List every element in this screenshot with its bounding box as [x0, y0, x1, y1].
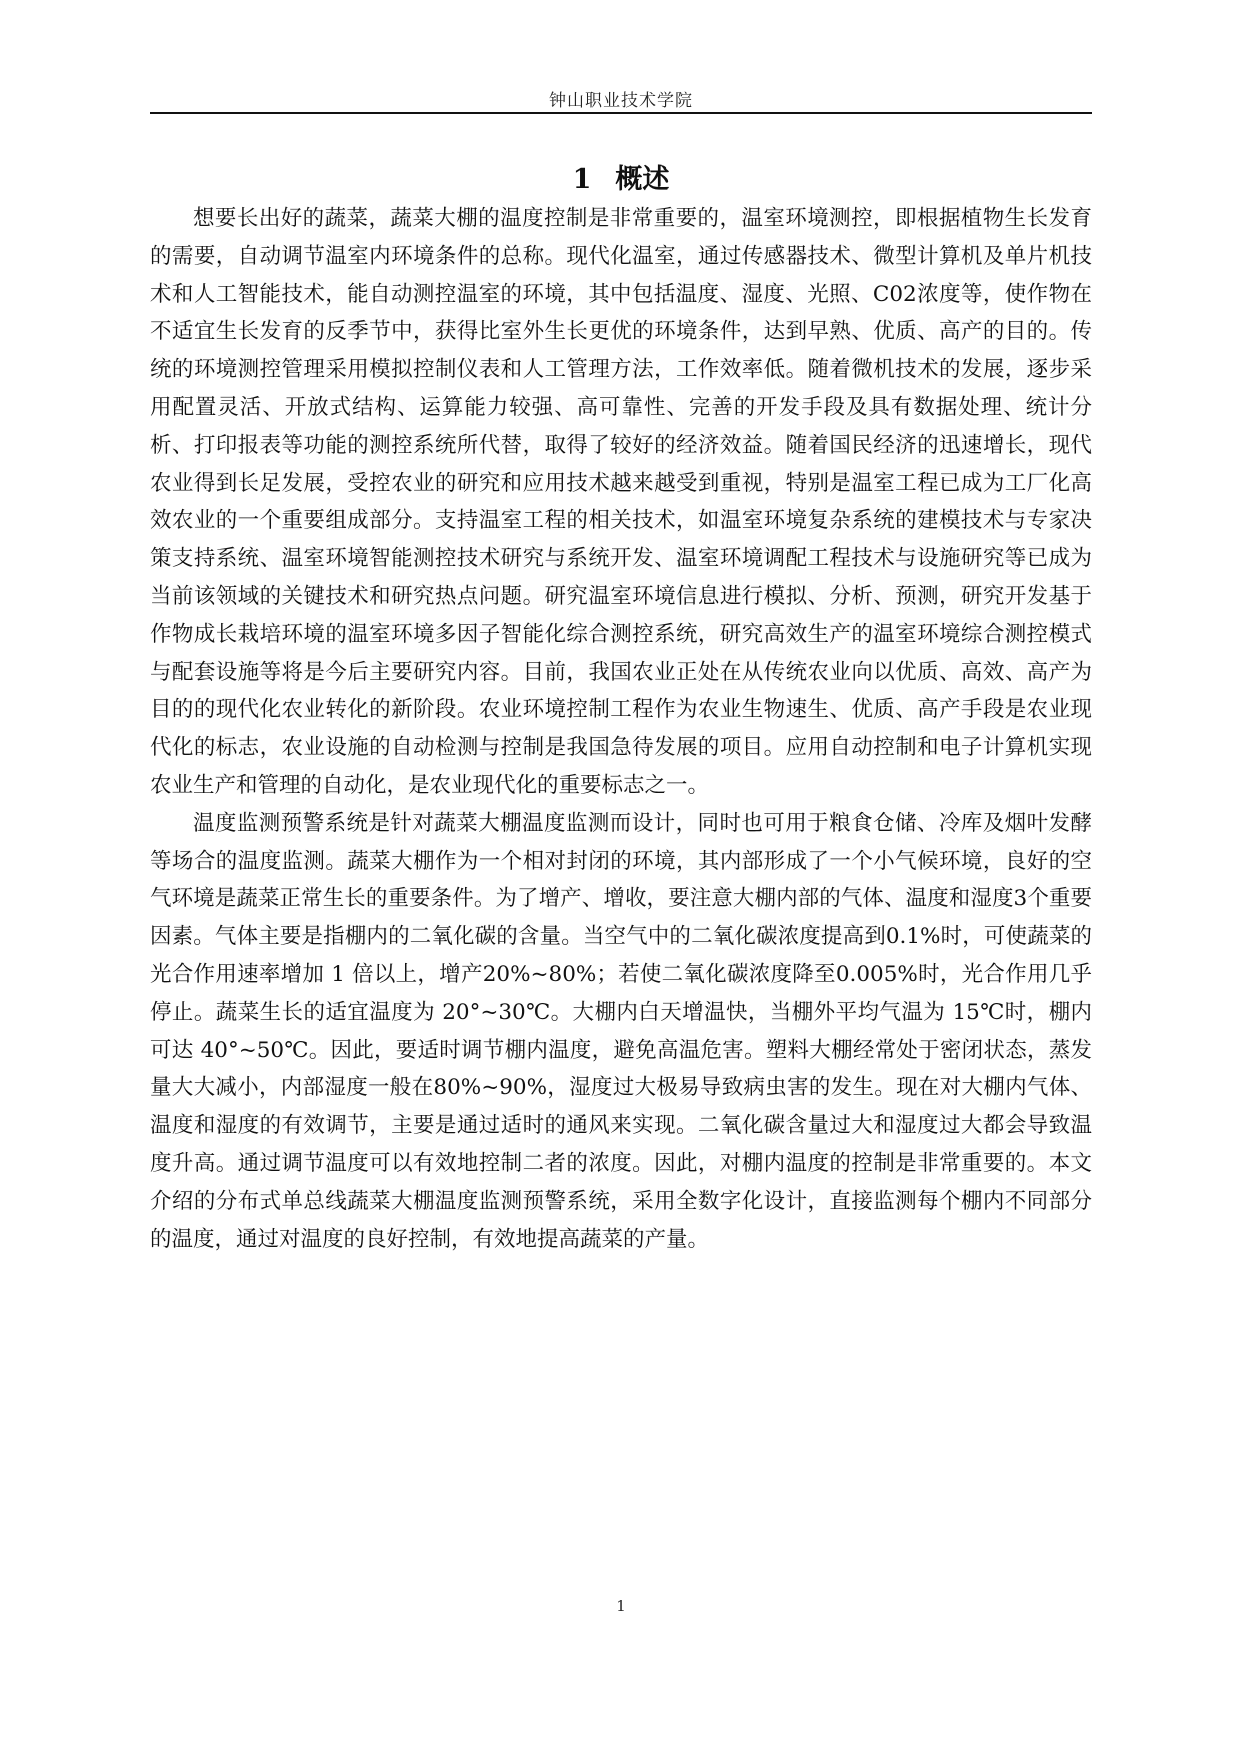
page-number: 1: [616, 1597, 626, 1615]
header-divider: [150, 112, 1092, 114]
section-number: 1: [572, 164, 592, 195]
paragraph-overview: 想要长出好的蔬菜，蔬菜大棚的温度控制是非常重要的，温室环境测控，即根据植物生长发育的需要，自动调节温室内环境条件的总称。现代化温室，通过传感器技术、微型计算机及单片机技术和人工智能技术，能自动测控温室的环境，其中包括温度、湿度、光照、C02浓度等，使作物在不适宜生长发育的反季节中，获得比室外生长更优的环境条件，达到早熟、优质、高产的目的。传统的环境测控管理采用模拟控制仪表和人工管理方法，工作效率低。随着微机技术的发展，逐步采用配置灵活、开放式结构、运算能力较强、高可靠性、完善的开发手段及具有数据处理、统计分析、打印报表等功能的测控系统所代替，取得了较好的经济效益。随着国民经济的迅速增长，现代农业得到长足发展，受控农业的研究和应用技术越来越受到重视，特别是温室工程已成为工厂化高效农业的一个重要组成部分。支持温室工程的相关技术，如温室环境复杂系统的建模技术与专家决策支持系统、温室环境智能测控技术研究与系统开发、温室环境调配工程技术与设施研究等已成为当前该领域的关键技术和研究热点问题。研究温室环境信息进行模拟、分析、预测，研究开发基于作物成长栽培环境的温室环境多因子智能化综合测控系统，研究高效生产的温室环境综合测控模式与配套设施等将是今后主要研究内容。目前，我国农业正处在从传统农业向以优质、高效、高产为目的的现代化农业转化的新阶段。农业环境控制工程作为农业生物速生、优质、高产手段是农业现代化的标志，农业设施的自动检测与控制是我国急待发展的项目。应用自动控制和电子计算机实现农业生产和管理的自动化，是农业现代化的重要标志之一。: [150, 206, 1092, 798]
page-header: 钟山职业技术学院: [549, 91, 693, 111]
body-text: [150, 200, 1092, 1258]
paragraph-system-intro: 温度监测预警系统是针对蔬菜大棚温度监测而设计，同时也可用于粮食仓储、冷库及烟叶发酵等场合的温度监测。蔬菜大棚作为一个相对封闭的环境，其内部形成了一个小气候环境，良好的空气环境是蔬菜正常生长的重要条件。为了增产、增收，要注意大棚内部的气体、温度和湿度3个重要因素。气体主要是指棚内的二氧化碳的含量。当空气中的二氧化碳浓度提高到0.1%时，可使蔬菜的光合作用速率增加 1 倍以上，增产20%~80%；若使二氧化碳浓度降至0.005%时，光合作用几乎停止。蔬菜生长的适宜温度为 20°~30℃。大棚内白天增温快，当棚外平均气温为 15℃时，棚内可达 40°~50℃。因此，要适时调节棚内温度，避免高温危害。塑料大棚经常处于密闭状态，蒸发量大大减小，内部湿度一般在80%~90%，湿度过大极易导致病虫害的发生。现在对大棚内气体、温度和湿度的有效调节，主要是通过适时的通风来实现。二氧化碳含量过大和湿度过大都会导致温度升高。通过调节温度可以有效地控制二者的浓度。因此，对棚内温度的控制是非常重要的。本文介绍的分布式单总线蔬菜大棚温度监测预警系统，采用全数字化设计，直接监测每个棚内不同部分的温度，通过对温度的良好控制，有效地提高蔬菜的产量。: [150, 810, 1092, 1252]
section-title: [150, 162, 1092, 198]
section-title-text: 概述: [615, 164, 670, 195]
